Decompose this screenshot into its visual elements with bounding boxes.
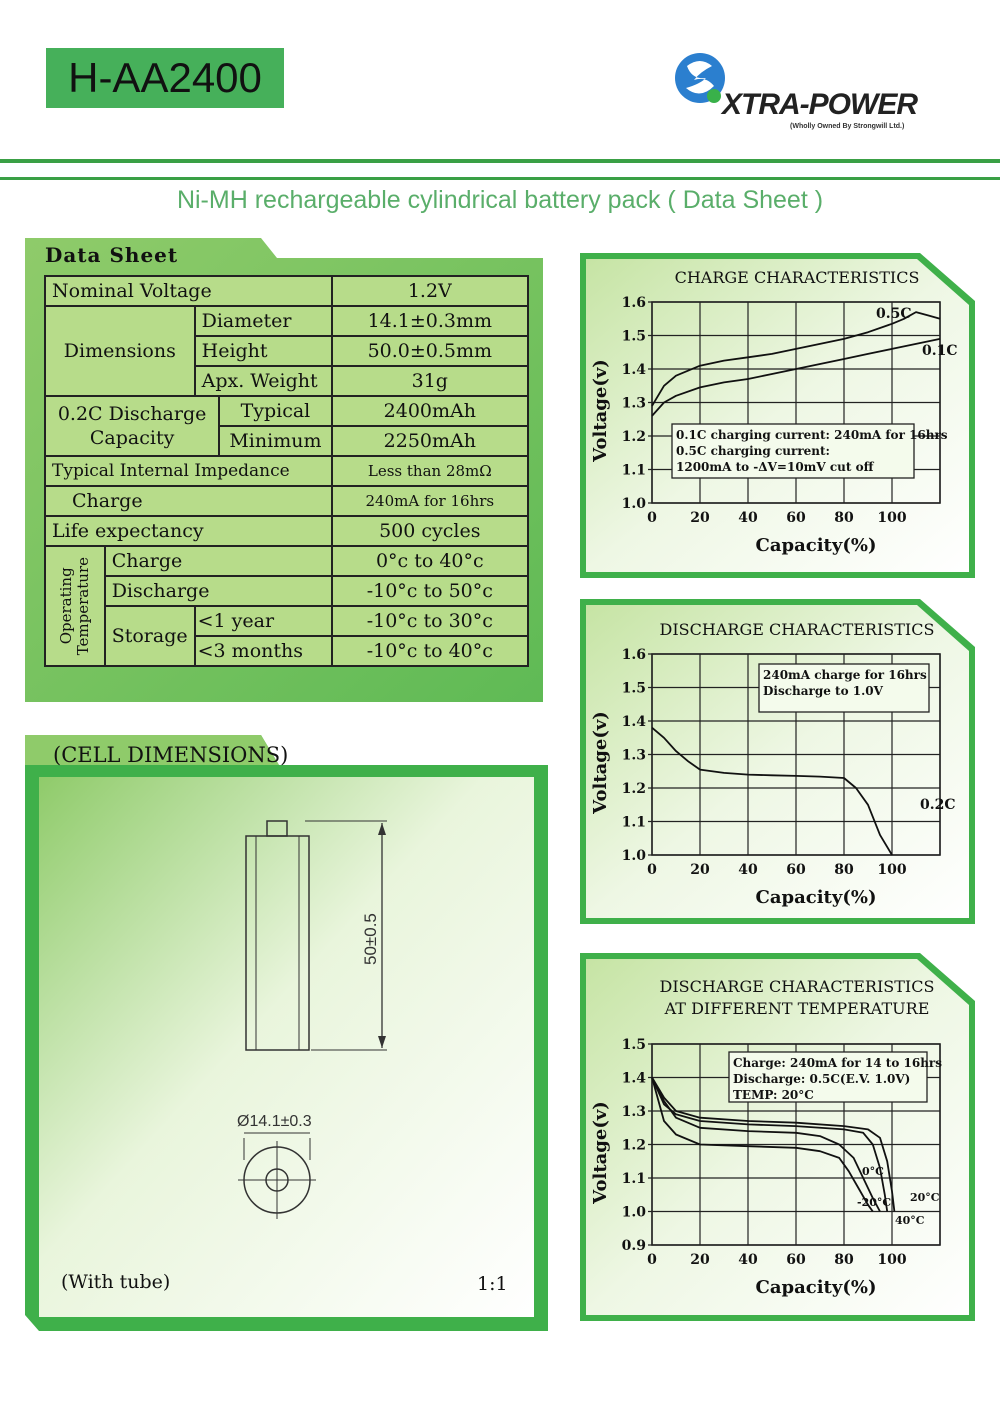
x-tick-label: 0 bbox=[647, 1252, 657, 1268]
impedance-value: Less than 28mΩ bbox=[332, 456, 528, 486]
y-tick-label: 1.1 bbox=[621, 1171, 646, 1187]
y-tick-label: 1.2 bbox=[621, 429, 646, 445]
chart-annotation-line: Discharge to 1.0V bbox=[763, 684, 883, 698]
series-label: 0°C bbox=[862, 1165, 884, 1178]
op-discharge-value: -10°c to 50°c bbox=[332, 576, 528, 606]
storage-1-value: -10°c to 30°c bbox=[332, 606, 528, 636]
x-axis-label: Capacity(%) bbox=[755, 887, 877, 908]
page-subtitle: Ni-MH rechargeable cylindrical battery pack ( Data Sheet ) bbox=[176, 186, 824, 214]
y-tick-label: 0.9 bbox=[621, 1238, 646, 1254]
y-axis-label: Voltage(v) bbox=[590, 711, 611, 814]
x-tick-label: 40 bbox=[738, 862, 758, 878]
op-discharge-label: Discharge bbox=[105, 576, 332, 606]
chart-annotation-line: Charge: 240mA for 14 to 16hrs bbox=[733, 1056, 943, 1070]
x-tick-label: 80 bbox=[834, 1252, 854, 1268]
x-tick-label: 60 bbox=[786, 862, 806, 878]
typical-label: Typical bbox=[219, 396, 331, 426]
height-value: 50.0±0.5mm bbox=[332, 336, 528, 366]
chart-annotation-line: 240mA charge for 16hrs bbox=[763, 668, 927, 682]
chart-title: CHARGE CHARACTERISTICS bbox=[674, 268, 920, 287]
chart-annotation-line: 1200mA to -ΔV=10mV cut off bbox=[676, 460, 874, 474]
x-tick-label: 20 bbox=[690, 510, 710, 526]
dimensions-label: Dimensions bbox=[45, 306, 195, 396]
brand-name: XTRA-POWER bbox=[722, 88, 917, 121]
diameter-dimension-label: Ø14.1±0.3 bbox=[237, 1113, 312, 1130]
op-charge-value: 0°c to 40°c bbox=[332, 546, 528, 576]
charge-label: Charge bbox=[45, 486, 332, 516]
x-tick-label: 40 bbox=[738, 510, 758, 526]
with-tube-note: (With tube) bbox=[61, 1271, 171, 1293]
capacity-label-line2: Capacity bbox=[89, 427, 175, 449]
chart-annotation-line: 0.1C charging current: 240mA for 16hrs bbox=[676, 428, 948, 442]
nominal-voltage-label: Nominal Voltage bbox=[45, 276, 332, 306]
series-label: 0.1C bbox=[922, 343, 958, 359]
chart-annotation-line: TEMP: 20°C bbox=[733, 1088, 814, 1102]
series-label: 40°C bbox=[895, 1214, 925, 1227]
x-tick-label: 20 bbox=[690, 862, 710, 878]
chart-subtitle: AT DIFFERENT TEMPERATURE bbox=[664, 999, 930, 1018]
y-tick-label: 1.0 bbox=[621, 1204, 646, 1221]
x-tick-label: 20 bbox=[690, 1252, 710, 1268]
brand-subtitle: (Wholly Owned By Strongwill Ltd.) bbox=[790, 123, 905, 130]
y-tick-label: 1.5 bbox=[621, 328, 646, 345]
height-dimension-label: 50±0.5 bbox=[361, 913, 380, 965]
charge-value: 240mA for 16hrs bbox=[332, 486, 528, 516]
y-tick-label: 1.4 bbox=[621, 1070, 646, 1087]
capacity-label-line1: 0.2C Discharge bbox=[57, 403, 207, 425]
y-tick-label: 1.2 bbox=[621, 781, 646, 797]
series-label: 0.2C bbox=[920, 797, 956, 813]
chart-1 bbox=[580, 253, 975, 578]
y-axis-label: Voltage(v) bbox=[590, 1101, 611, 1204]
chart-title: DISCHARGE CHARACTERISTICS bbox=[659, 977, 935, 996]
height-label: Height bbox=[195, 336, 332, 366]
y-tick-label: 1.1 bbox=[621, 814, 646, 831]
diameter-value: 14.1±0.3mm bbox=[332, 306, 528, 336]
x-tick-label: 0 bbox=[647, 862, 657, 878]
x-axis-label: Capacity(%) bbox=[755, 535, 877, 556]
life-value: 500 cycles bbox=[332, 516, 528, 546]
minimum-label: Minimum bbox=[219, 426, 331, 456]
x-tick-label: 40 bbox=[738, 1252, 758, 1268]
weight-value: 31g bbox=[332, 366, 528, 396]
storage-2-value: -10°c to 40°c bbox=[332, 636, 528, 666]
y-tick-label: 1.4 bbox=[621, 362, 646, 378]
y-tick-label: 1.4 bbox=[621, 714, 646, 730]
x-tick-label: 60 bbox=[786, 510, 806, 526]
x-tick-label: 100 bbox=[877, 510, 907, 526]
op-charge-label: Charge bbox=[105, 546, 332, 576]
x-tick-label: 80 bbox=[834, 510, 854, 526]
storage-2-label: <3 months bbox=[195, 636, 332, 666]
weight-label: Apx. Weight bbox=[195, 366, 332, 396]
y-tick-label: 1.0 bbox=[621, 848, 646, 864]
y-axis-label: Voltage(v) bbox=[590, 359, 611, 462]
typical-value: 2400mAh bbox=[332, 396, 528, 426]
y-tick-label: 1.3 bbox=[621, 747, 646, 764]
cell-dimensions-title: (CELL DIMENSIONS) bbox=[53, 743, 289, 767]
series-label: -20°C bbox=[857, 1196, 892, 1209]
chart-annotation-line: Discharge: 0.5C(E.V. 1.0V) bbox=[733, 1072, 911, 1086]
chart-annotation-line: 0.5C charging current: bbox=[676, 444, 830, 458]
y-tick-label: 1.5 bbox=[621, 680, 646, 697]
chart-title: DISCHARGE CHARACTERISTICS bbox=[659, 620, 935, 639]
x-tick-label: 60 bbox=[786, 1252, 806, 1268]
x-tick-label: 100 bbox=[877, 862, 907, 878]
chart-3 bbox=[580, 953, 975, 1321]
model-badge: H-AA2400 bbox=[46, 48, 284, 108]
storage-label: Storage bbox=[105, 606, 195, 666]
life-label: Life expectancy bbox=[45, 516, 332, 546]
nominal-voltage-value: 1.2V bbox=[332, 276, 528, 306]
y-tick-label: 1.6 bbox=[621, 647, 646, 663]
y-tick-label: 1.1 bbox=[621, 462, 646, 479]
y-tick-label: 1.3 bbox=[621, 1104, 646, 1120]
y-tick-label: 1.2 bbox=[621, 1137, 646, 1154]
y-tick-label: 1.6 bbox=[621, 295, 646, 311]
y-tick-label: 1.5 bbox=[621, 1037, 646, 1053]
series-label: 0.5C bbox=[876, 306, 912, 322]
x-tick-label: 80 bbox=[834, 862, 854, 878]
datasheet-title: Data Sheet bbox=[45, 243, 179, 267]
diameter-label: Diameter bbox=[195, 306, 332, 336]
y-tick-label: 1.0 bbox=[621, 496, 646, 512]
scale-label: 1:1 bbox=[477, 1273, 508, 1295]
series-label: 20°C bbox=[910, 1191, 940, 1204]
impedance-label: Typical Internal Impedance bbox=[45, 456, 332, 486]
x-axis-label: Capacity(%) bbox=[755, 1277, 877, 1298]
y-tick-label: 1.3 bbox=[621, 395, 646, 412]
storage-1-label: <1 year bbox=[195, 606, 332, 636]
x-tick-label: 0 bbox=[647, 510, 657, 526]
x-tick-label: 100 bbox=[877, 1252, 907, 1268]
op-temp-label-line1: Operating bbox=[56, 567, 75, 645]
op-temp-label-line2: Temperature bbox=[73, 556, 92, 656]
minimum-value: 2250mAh bbox=[332, 426, 528, 456]
chart-2 bbox=[580, 599, 975, 924]
